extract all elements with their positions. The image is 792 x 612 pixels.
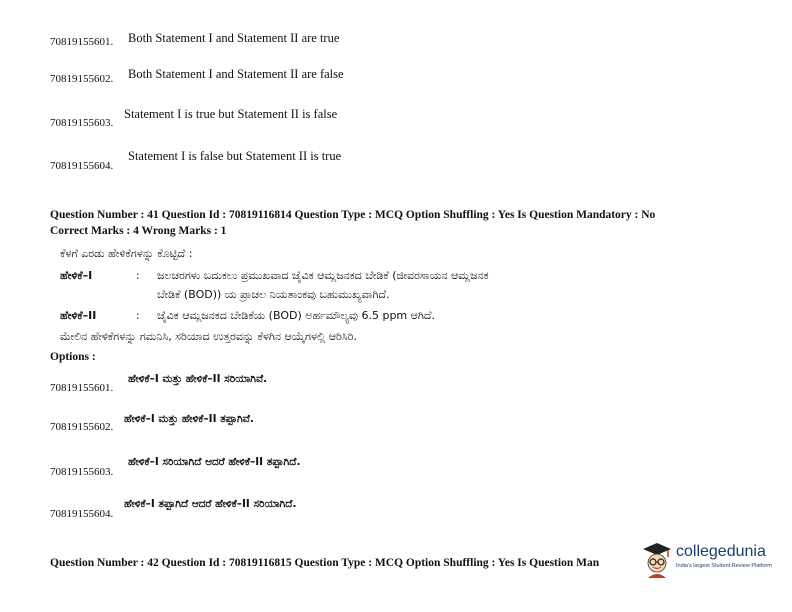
statement-1-text-cont: ಬೇಡಿಕೆ (BOD)) ಯ ಪ್ರಾಚಲ ನಿಯತಾಂಕವು ಬಹುಮುಖ್ಯವಾಗಿದೆ. (157, 288, 390, 301)
option-text: Both Statement I and Statement II are false (128, 67, 344, 81)
statement-2-text: ಜೈವಿಕ ಆಮ್ಲಜನಕದ ಬೇಡಿಕೆಯ (BOD) ಅರ್ಹಮೌಲ್ಯವು 6.5 ppm ಆಗಿದೆ. (157, 309, 435, 322)
question-intro: ಕೆಳಗೆ ಎರಡು ಹೇಳಿಕೆಗಳನ್ನು ಕೊಟ್ಟಿದೆ : (60, 247, 193, 260)
option-id: 70819155604. (50, 160, 114, 172)
collegedunia-tagline: India's largest Student Review Platform (676, 563, 772, 569)
option-text: ಹೇಳಿಕೆ–I ಮತ್ತು ಹೇಳಿಕೆ–II ತಪ್ಪಾಗಿವೆ. (124, 413, 254, 425)
question-header: Question Number : 41 Question Id : 70819116814 Question Type : MCQ Option Shuffling : Yes Is Question Mandatory : No (50, 209, 656, 221)
option-id: 70819155601. (50, 382, 114, 394)
option-text: Both Statement I and Statement II are true (128, 31, 340, 45)
option-id: 70819155604. (50, 508, 114, 520)
option-text: Statement I is true but Statement II is false (124, 107, 338, 121)
option-text: ಹೇಳಿಕೆ–I ಸರಿಯಾಗಿದೆ ಆದರೆ ಹೇಳಿಕೆ–II ತಪ್ಪಾಗಿದೆ. (128, 456, 301, 468)
option-id: 70819155602. (50, 73, 114, 85)
option-id: 70819155603. (50, 466, 114, 478)
option-text: ಹೇಳಿಕೆ–I ತಪ್ಪಾಗಿದೆ ಆದರೆ ಹೇಳಿಕೆ–II ಸರಿಯಾಗಿದೆ. (124, 498, 297, 510)
option-id: 70819155602. (50, 421, 114, 433)
option-id: 70819155603. (50, 117, 114, 129)
option-text: Statement I is false but Statement II is true (128, 149, 342, 163)
option-text: ಹೇಳಿಕೆ–I ಮತ್ತು ಹೇಳಿಕೆ–II ಸರಿಯಾಗಿವೆ. (128, 373, 268, 385)
option-id: 70819155601. (50, 36, 114, 48)
question-42-header: Question Number : 42 Question Id : 70819116815 Question Type : MCQ Option Shuffling : Yes Is Question Man (50, 557, 600, 569)
question-marks: Correct Marks : 4 Wrong Marks : 1 (50, 225, 227, 237)
question-instruction: ಮೇಲಿನ ಹೇಳಿಕೆಗಳನ್ನು ಗಮನಿಸಿ, ಸರಿಯಾದ ಉತ್ತರವನ್ನು ಕೆಳಗಿನ ಆಯ್ಕೆಗಳಲ್ಲಿ ಆರಿಸಿರಿ. (60, 330, 357, 343)
options-label: Options : (50, 351, 96, 363)
collegedunia-logo (640, 541, 790, 579)
collegedunia-brand: collegedunia (676, 543, 766, 560)
statement-1-separator: : (136, 269, 140, 282)
statement-2-separator: : (136, 309, 140, 322)
statement-1-label: ಹೇಳಿಕೆ–I (60, 269, 93, 282)
statement-1-text: ಜಲಚರಗಳು ಬದುಕಲು ಪ್ರಮುಖವಾದ ಜೈವಿಕ ಆಮ್ಲಜನಕದ ಬೇಡಿಕೆ (ಜೀವರಸಾಯನ ಆಮ್ಲಜನಕ (157, 269, 489, 282)
student-mascot-icon (640, 541, 674, 579)
statement-2-label: ಹೇಳಿಕೆ–II (60, 309, 97, 322)
